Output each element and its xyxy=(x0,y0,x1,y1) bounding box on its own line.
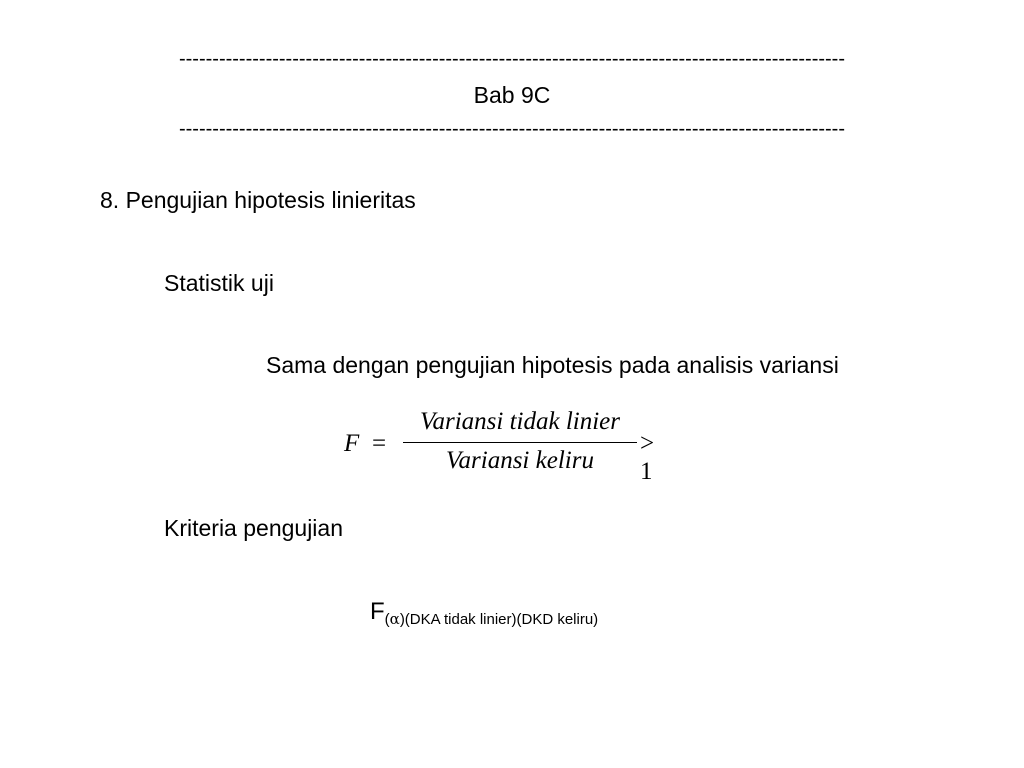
chapter-title: Bab 9C xyxy=(473,82,551,108)
formula-denominator: Variansi keliru xyxy=(446,447,594,474)
section-heading: 8. Pengujian hipotesis linieritas xyxy=(100,187,416,213)
top-dash-separator: ---------------------------------------------------------------------------------------------------- xyxy=(178,48,845,70)
formula-lhs: F xyxy=(344,430,360,457)
subscript-rest: )(DKA tidak linier)(DKD keliru) xyxy=(399,611,599,628)
formula-equals: = xyxy=(372,430,387,457)
formula-numerator: Variansi tidak linier xyxy=(420,408,620,435)
criteria-label: Kriteria pengujian xyxy=(164,515,344,541)
alpha-symbol: α xyxy=(389,610,400,628)
bottom-dash-separator: ---------------------------------------------------------------------------------------------------- xyxy=(178,118,845,140)
critical-f: F xyxy=(370,598,385,625)
statistic-label: Statistik uji xyxy=(164,270,274,296)
formula-rhs: > 1 xyxy=(640,430,655,485)
critical-value-expression xyxy=(370,598,598,626)
critical-subscript xyxy=(385,611,599,628)
formula-fraction xyxy=(400,404,640,479)
subscript-open: ( xyxy=(384,611,390,628)
statistic-description: Sama dengan pengujian hipotesis pada analisis variansi xyxy=(266,352,839,378)
